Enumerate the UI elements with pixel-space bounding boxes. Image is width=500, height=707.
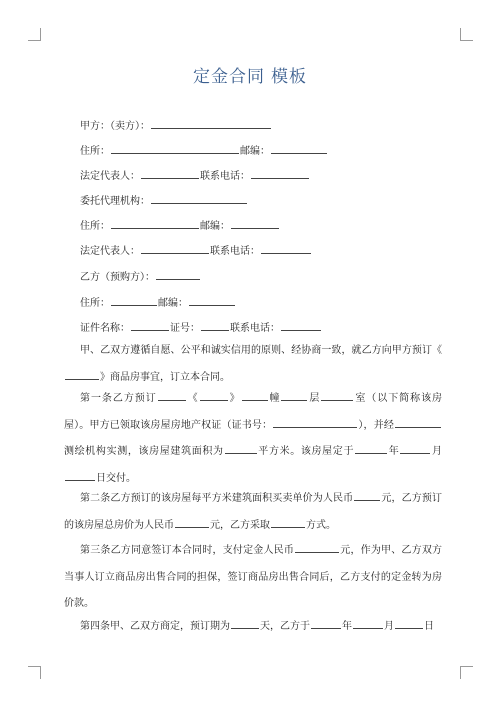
agent-rep-blank[interactable] xyxy=(141,242,209,254)
party-b-address-label: 住所： xyxy=(80,298,110,309)
party-b-phone-blank[interactable] xyxy=(281,319,321,331)
agent-rep-label: 法定代表人： xyxy=(80,246,140,257)
crop-mark-top-right xyxy=(460,28,473,41)
art2-text-3: 元，乙方采取 xyxy=(210,519,270,531)
crop-mark-top-left xyxy=(28,28,41,41)
art2-text-4: 方式。 xyxy=(306,519,336,531)
agent-line xyxy=(80,192,248,209)
agent-phone-blank[interactable] xyxy=(261,242,311,254)
art1-text-12: 日交付。 xyxy=(96,472,136,484)
intro-text-2: 《 xyxy=(432,345,442,356)
party-b-label: 乙方（预购方）： xyxy=(80,272,155,283)
agent-blank[interactable] xyxy=(151,192,247,204)
art1-blank-1[interactable] xyxy=(158,390,186,401)
art4-blank-1[interactable] xyxy=(231,618,259,629)
agent-phone-label: 联系电话： xyxy=(210,246,260,257)
agent-label: 委托代理机构： xyxy=(80,196,150,207)
art1-text-2: 《 xyxy=(186,393,199,404)
id-no-label: 证号： xyxy=(170,323,200,334)
party-b-postcode-label: 邮编： xyxy=(158,298,188,309)
art4-text-1: 第四条甲、乙双方商定，预订期为 xyxy=(80,621,230,632)
art4-text-3: 年 xyxy=(342,621,352,632)
id-no-blank[interactable] xyxy=(201,319,229,331)
agent-address-blank[interactable] xyxy=(111,217,199,229)
art3-text-1: 第三条乙方同意签订本合同时，支付定金人民币 xyxy=(80,545,295,556)
art1-blank-9[interactable] xyxy=(355,443,387,454)
party-b-postcode-blank[interactable] xyxy=(189,294,235,306)
address-label: 住所： xyxy=(80,146,110,157)
art1-blank-3[interactable] xyxy=(242,390,268,401)
party-b-blank[interactable] xyxy=(156,268,200,280)
party-a-label: 甲方：（卖方）： xyxy=(80,121,150,132)
party-a-line xyxy=(80,117,272,134)
crop-mark-bottom-right xyxy=(460,666,473,679)
id-name-label: 证件名称： xyxy=(80,323,130,334)
party-b-line xyxy=(80,268,201,285)
id-name-blank[interactable] xyxy=(131,319,169,331)
agent-address-line xyxy=(80,217,280,234)
art4-blank-4[interactable] xyxy=(395,618,423,629)
art1-blank-5[interactable] xyxy=(321,390,353,401)
agent-postcode-blank[interactable] xyxy=(231,217,279,229)
art1-blank-2[interactable] xyxy=(200,390,228,401)
party-b-address-line xyxy=(80,294,236,311)
art1-text-9: 平方米。该房屋定于 xyxy=(257,446,355,457)
art3-text-2: 元，作为甲、乙方双方当事人订立商品房出售合同的担保，签订商品房出售合同后，乙方支付的定金转为房价款。 xyxy=(64,545,443,609)
art1-blank-8[interactable] xyxy=(225,443,257,454)
article-2 xyxy=(64,486,442,539)
art2-blank-1[interactable] xyxy=(354,490,380,501)
article-4 xyxy=(64,614,442,641)
party-b-id-line xyxy=(80,319,322,336)
art1-text-5: 层 xyxy=(308,393,321,404)
rep-label: 法定代表人： xyxy=(80,171,140,182)
agent-postcode-label: 邮编： xyxy=(200,221,230,232)
party-a-rep-line xyxy=(80,167,310,184)
intro-paragraph xyxy=(64,338,442,391)
art3-blank-1[interactable] xyxy=(295,542,339,553)
art2-blank-2[interactable] xyxy=(175,517,209,528)
art1-text-4: 幢 xyxy=(268,393,281,404)
art4-blank-2[interactable] xyxy=(311,618,341,629)
agent-address-label: 住所： xyxy=(80,221,110,232)
party-b-phone-label: 联系电话： xyxy=(230,323,280,334)
art1-text-3: 》 xyxy=(228,393,241,404)
art4-text-2: 天，乙方于 xyxy=(260,621,310,632)
phone-label: 联系电话： xyxy=(200,171,250,182)
art1-text-10: 年 xyxy=(388,446,400,457)
party-a-blank[interactable] xyxy=(151,117,271,129)
document-title xyxy=(0,62,500,87)
agent-rep-line xyxy=(80,242,312,259)
address-blank[interactable] xyxy=(111,142,239,154)
art4-text-5: 日 xyxy=(424,621,434,632)
art1-blank-4[interactable] xyxy=(281,390,307,401)
art1-text-1: 第一条乙方预订 xyxy=(80,393,157,404)
art1-text-7: ），并经 xyxy=(358,419,395,431)
art1-text-8: 测绘机构实测，该房屋建筑面积为 xyxy=(64,446,224,457)
art2-blank-3[interactable] xyxy=(271,517,305,528)
project-name-blank[interactable] xyxy=(65,369,99,380)
phone-blank[interactable] xyxy=(251,167,309,179)
party-a-address-line xyxy=(80,142,328,159)
crop-mark-bottom-left xyxy=(28,666,41,679)
art4-blank-3[interactable] xyxy=(353,618,383,629)
article-1 xyxy=(64,386,442,492)
art1-text-11: 月 xyxy=(431,446,443,457)
postcode-blank[interactable] xyxy=(271,142,327,154)
art2-text-1: 第二条乙方预订的该房屋每平方米建筑面积买卖单价为人民币 xyxy=(80,493,354,504)
title-main: 定金合同 xyxy=(193,67,265,87)
intro-text-1: 甲、乙双方遵循自愿、公平和诚实信用的原则、经协商一致，就乙方向甲方预订 xyxy=(80,345,432,356)
article-3 xyxy=(64,538,442,618)
art1-blank-6[interactable] xyxy=(273,417,357,428)
art1-blank-11[interactable] xyxy=(65,470,95,481)
intro-text-3: 》商品房事宜，订立本合同。 xyxy=(100,371,230,383)
postcode-label: 邮编： xyxy=(240,146,270,157)
art1-blank-10[interactable] xyxy=(400,443,430,454)
art1-blank-7[interactable] xyxy=(395,417,441,428)
art4-text-4: 月 xyxy=(384,621,394,632)
art2-text-2: 元，乙方预订的该房屋总房价为人民币 xyxy=(64,493,443,531)
rep-blank[interactable] xyxy=(141,167,199,179)
title-suffix: 模板 xyxy=(271,67,307,87)
party-b-address-blank[interactable] xyxy=(111,294,157,306)
art1-text-6: 室（以下简称该房屋）。甲方已领取该房屋房地产权证（证书号： xyxy=(64,393,443,431)
